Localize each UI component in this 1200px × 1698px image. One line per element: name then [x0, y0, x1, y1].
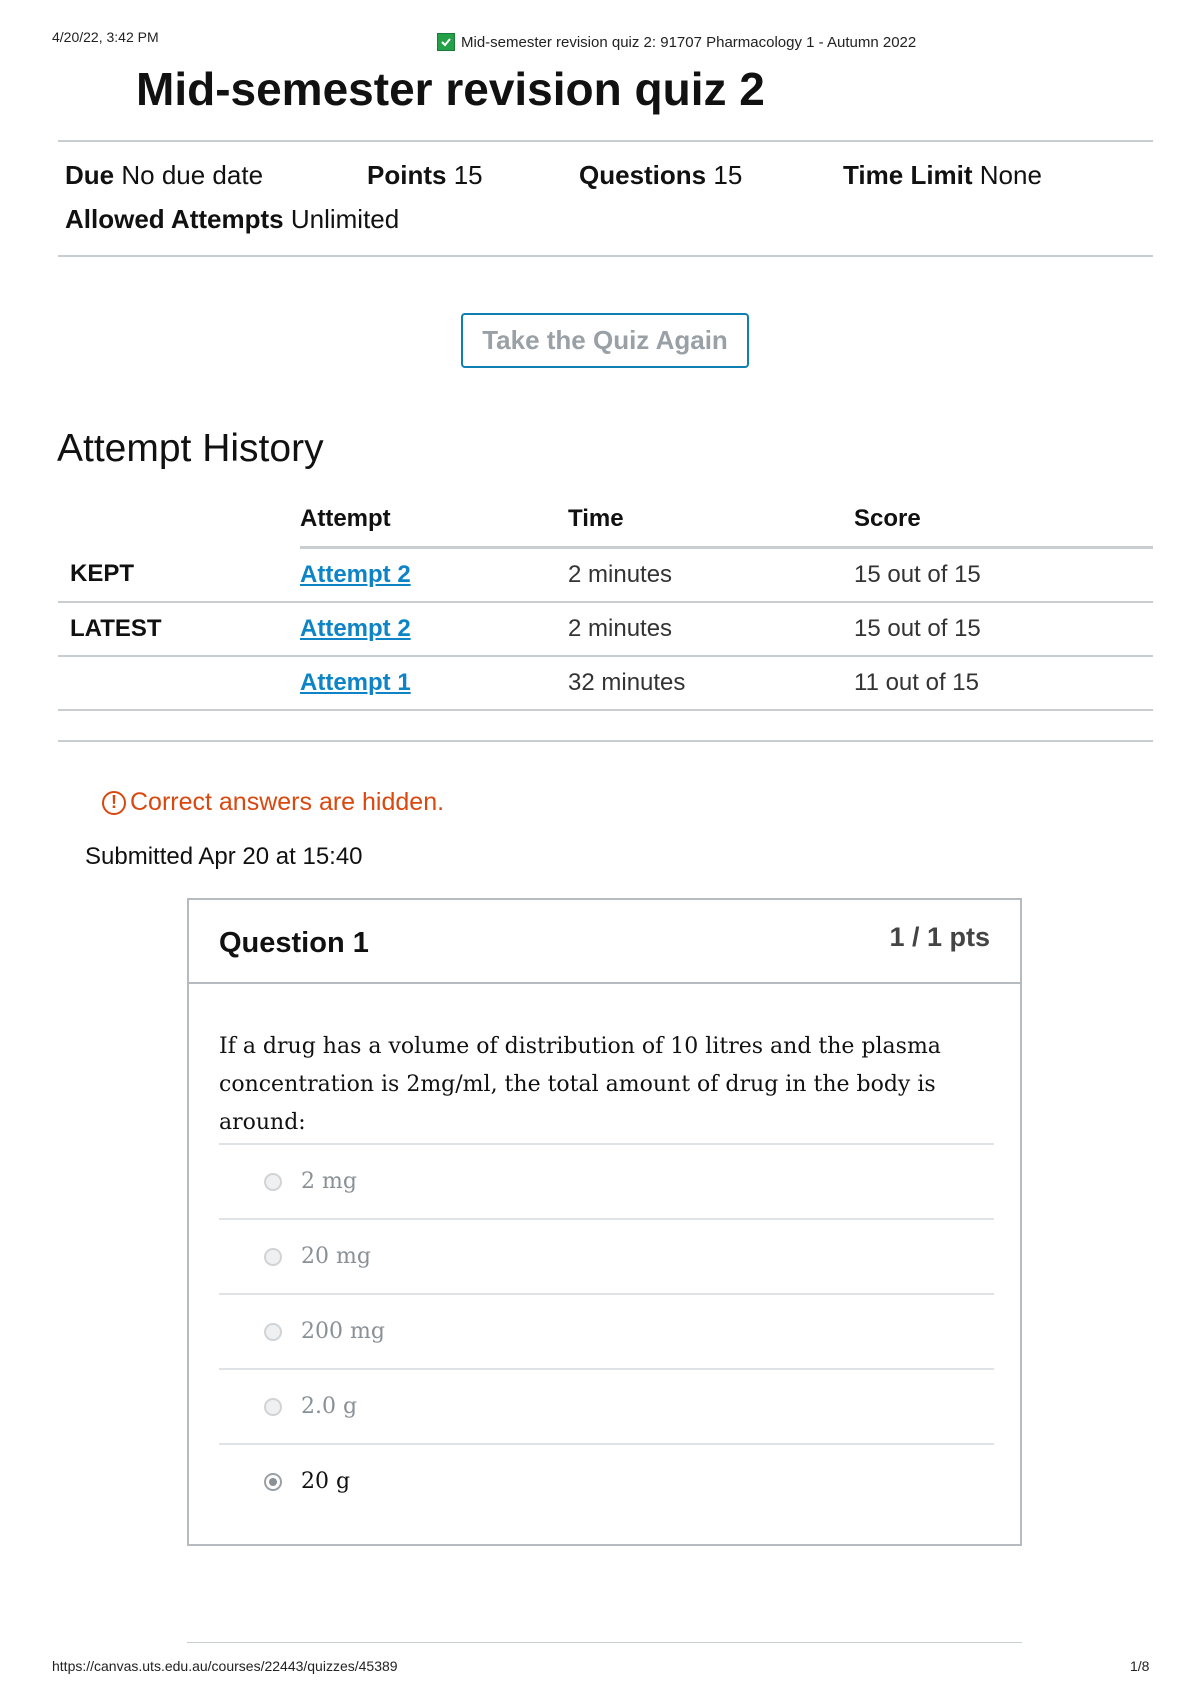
attempt-link[interactable]: Attempt 2 [300, 561, 411, 588]
divider-history [58, 740, 1153, 742]
print-date: 4/20/22, 3:42 PM [52, 29, 159, 45]
answer-text: 20 mg [301, 1244, 371, 1269]
attempt-history-heading: Attempt History [57, 427, 324, 470]
footer-url: https://canvas.uts.edu.au/courses/22443/quizzes/45389 [52, 1658, 398, 1674]
answer-option-selected [219, 1443, 994, 1518]
attempt-score: 15 out of 15 [854, 602, 1153, 656]
questions-label: Questions [579, 159, 707, 190]
time-limit-label: Time Limit [843, 159, 973, 190]
answer-option [219, 1218, 994, 1293]
question-text: If a drug has a volume of distribution of 10 litres and the plasma concentration is 2mg/ml, the total amount of drug in the body is around: [219, 1034, 941, 1135]
print-header-title-text: Mid-semester revision quiz 2: 91707 Pharmacology 1 - Autumn 2022 [461, 33, 917, 51]
attempt-row-label: LATEST [58, 602, 300, 656]
answer-text: 200 mg [301, 1319, 385, 1344]
allowed-attempts-label: Allowed Attempts [65, 203, 284, 234]
answer-list [219, 1143, 994, 1518]
attempt-link[interactable]: Attempt 2 [300, 615, 411, 642]
quiz-details [65, 153, 1145, 241]
answer-text: 2 mg [301, 1169, 357, 1194]
allowed-attempts-value: Unlimited [290, 203, 400, 234]
footer-divider [187, 1642, 1022, 1643]
answers-hidden-notice [102, 788, 444, 817]
print-header-title [437, 33, 916, 51]
column-header-score: Score [854, 496, 1153, 548]
answer-option [219, 1143, 994, 1218]
page-title: Mid-semester revision quiz 2 [136, 63, 765, 115]
column-header-time: Time [568, 496, 854, 548]
exclamation-circle-icon: ! [102, 791, 126, 815]
answer-option [219, 1368, 994, 1443]
questions-value: 15 [713, 159, 743, 190]
attempt-score: 11 out of 15 [854, 656, 1153, 710]
table-row [58, 548, 1153, 603]
questions-detail [579, 160, 843, 191]
question-title: Question 1 [219, 927, 369, 959]
attempt-row-label: KEPT [58, 548, 300, 603]
points-value: 15 [453, 159, 483, 190]
radio-button [264, 1323, 282, 1341]
attempt-time: 2 minutes [568, 602, 854, 656]
due-value: No due date [121, 159, 264, 190]
column-header-attempt: Attempt [300, 496, 568, 548]
submitted-timestamp: Submitted Apr 20 at 15:40 [85, 843, 363, 870]
take-quiz-again-button[interactable]: Take the Quiz Again [461, 313, 749, 368]
question-header [189, 900, 1020, 984]
time-limit-value: None [979, 159, 1042, 190]
attempt-table-header [58, 496, 1153, 548]
due-detail [65, 160, 367, 191]
radio-button-selected [264, 1473, 282, 1491]
points-detail [367, 160, 579, 191]
divider-details [58, 255, 1153, 257]
answer-option [219, 1293, 994, 1368]
column-header-label [58, 496, 300, 548]
due-label: Due [65, 159, 115, 190]
allowed-attempts-detail [65, 204, 399, 235]
green-check-icon [437, 33, 455, 51]
attempt-history-table [58, 496, 1153, 711]
divider-top [58, 140, 1153, 142]
radio-button [264, 1398, 282, 1416]
radio-button [264, 1248, 282, 1266]
answer-text: 2.0 g [301, 1394, 358, 1419]
radio-button [264, 1173, 282, 1191]
answer-text: 20 g [301, 1469, 351, 1494]
attempt-time: 32 minutes [568, 656, 854, 710]
table-row [58, 602, 1153, 656]
question-card [187, 898, 1022, 1546]
points-label: Points [367, 159, 447, 190]
time-limit-detail [843, 160, 1042, 191]
attempt-link[interactable]: Attempt 1 [300, 669, 411, 696]
attempt-time: 2 minutes [568, 548, 854, 603]
footer-page-number: 1/8 [1130, 1658, 1150, 1674]
table-row [58, 656, 1153, 710]
attempt-row-label [58, 656, 300, 710]
attempt-score: 15 out of 15 [854, 548, 1153, 603]
notice-text: Correct answers are hidden. [130, 788, 445, 816]
question-points: 1 / 1 pts [889, 922, 990, 952]
